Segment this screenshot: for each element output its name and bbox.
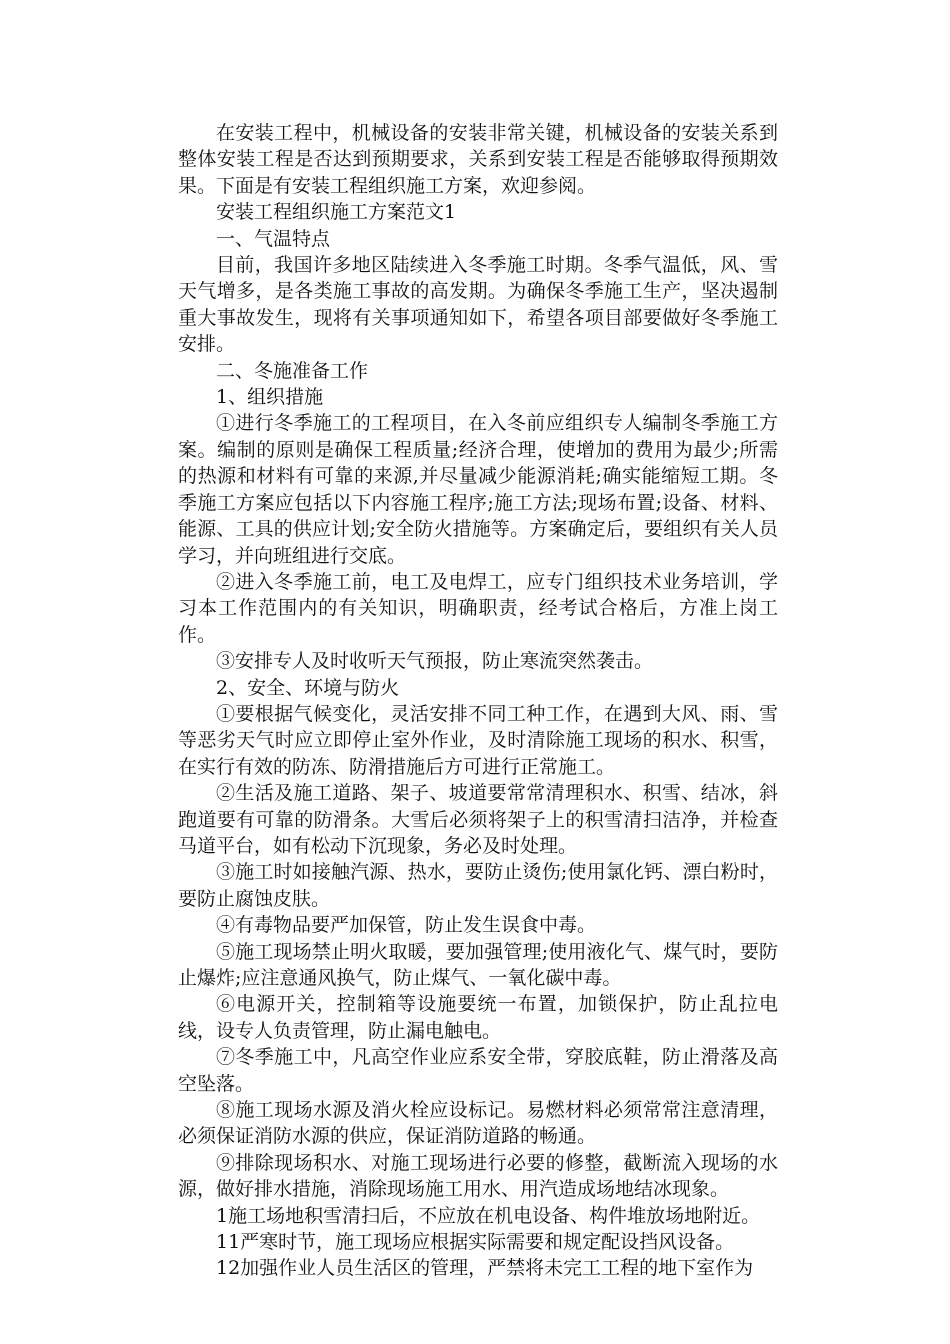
subheading-safety: 2、安全、环境与防火 <box>216 676 400 699</box>
list-item: ①进行冬季施工的工程项目，在入冬前应组织专人编制冬季施工方案。编制的原则是确保工程质量;经济合理，使增加的费用为最少;所需的热源和材料有可靠的来源,并尽量减少能源消耗;确实能缩短工期。冬季施工方案应包括以下内容施工程序;施工方法;现场布置;设备、材料、能源、工具的供应计划;安全防火措施等。方案确定后，要组织有关人员学习，并向班组进行交底。 <box>178 412 778 567</box>
list-item: ②进入冬季施工前，电工及电焊工，应专门组织技术业务培训，学习本工作范围内的有关知识，明确职责，经考试合格后，方准上岗工作。 <box>178 570 778 646</box>
list-item: ④有毒物品要严加保管，防止发生误食中毒。 <box>216 914 597 937</box>
list-item: 11严寒时节，施工现场应根据实际需要和规定配设挡风设备。 <box>216 1231 735 1254</box>
paragraph-temperature: 目前，我国许多地区陆续进入冬季施工时期。冬季气温低，风、雪天气增多，是各类施工事故的高发期。为确保冬季施工生产，坚决遏制重大事故发生，现将有关事项通知如下，希望各项目部要做好冬季施工安排。 <box>178 254 778 356</box>
list-item: ⑦冬季施工中，凡高空作业应系安全带，穿胶底鞋，防止滑落及高空坠落。 <box>178 1046 778 1095</box>
list-item: ②生活及施工道路、架子、坡道要常常清理积水、积雪、结冰，斜跑道要有可靠的防滑条。大雪后必须将架子上的积雪清扫洁净，并检查马道平台，如有松动下沉现象，务必及时处理。 <box>178 782 778 857</box>
list-item: 1施工场地积雪清扫后，不应放在机电设备、构件堆放场地附近。 <box>216 1204 761 1227</box>
list-item: ③安排专人及时收听天气预报，防止寒流突然袭击。 <box>216 650 654 673</box>
list-item: ⑥电源开关，控制箱等设施要统一布置，加锁保护，防止乱拉电线，设专人负责管理，防止漏电触电。 <box>178 993 778 1042</box>
intro-paragraph: 在安装工程中，机械设备的安装非常关键，机械设备的安装关系到整体安装工程是否达到预期要求，关系到安装工程是否能够取得预期效果。下面是有安装工程组织施工方案，欢迎参阅。 <box>178 122 778 197</box>
list-item: ⑧施工现场水源及消火栓应设标记。易燃材料必须常常注意清理，必须保证消防水源的供应，保证消防道路的畅通。 <box>178 1099 778 1148</box>
list-item: ①要根据气候变化，灵活安排不同工种工作，在遇到大风、雨、雪等恶劣天气时应立即停止室外作业，及时清除施工现场的积水、积雪，在实行有效的防冻、防滑措施后方可进行正常施工。 <box>178 702 778 778</box>
list-item: ③施工时如接触汽源、热水，要防止烫伤;使用氯化钙、漂白粉时，要防止腐蚀皮肤。 <box>178 861 778 910</box>
heading-preparation: 二、冬施准备工作 <box>216 359 369 382</box>
heading-temperature: 一、气温特点 <box>216 227 331 250</box>
document-body <box>178 120 778 1282</box>
list-item: ⑤施工现场禁止明火取暖，要加强管理;使用液化气、煤气时，要防止爆炸;应注意通风换气，防止煤气、一氧化碳中毒。 <box>178 940 778 989</box>
list-item: 12加强作业人员生活区的管理，严禁将未完工工程的地下室作为 <box>216 1257 754 1280</box>
section-title: 安装工程组织施工方案范文1 <box>216 201 457 224</box>
list-item: ⑨排除现场积水、对施工现场进行必要的修整，截断流入现场的水源，做好排水措施，消除现场施工用水、用汽造成场地结冰现象。 <box>178 1151 778 1201</box>
subheading-organization: 1、组织措施 <box>216 386 324 409</box>
